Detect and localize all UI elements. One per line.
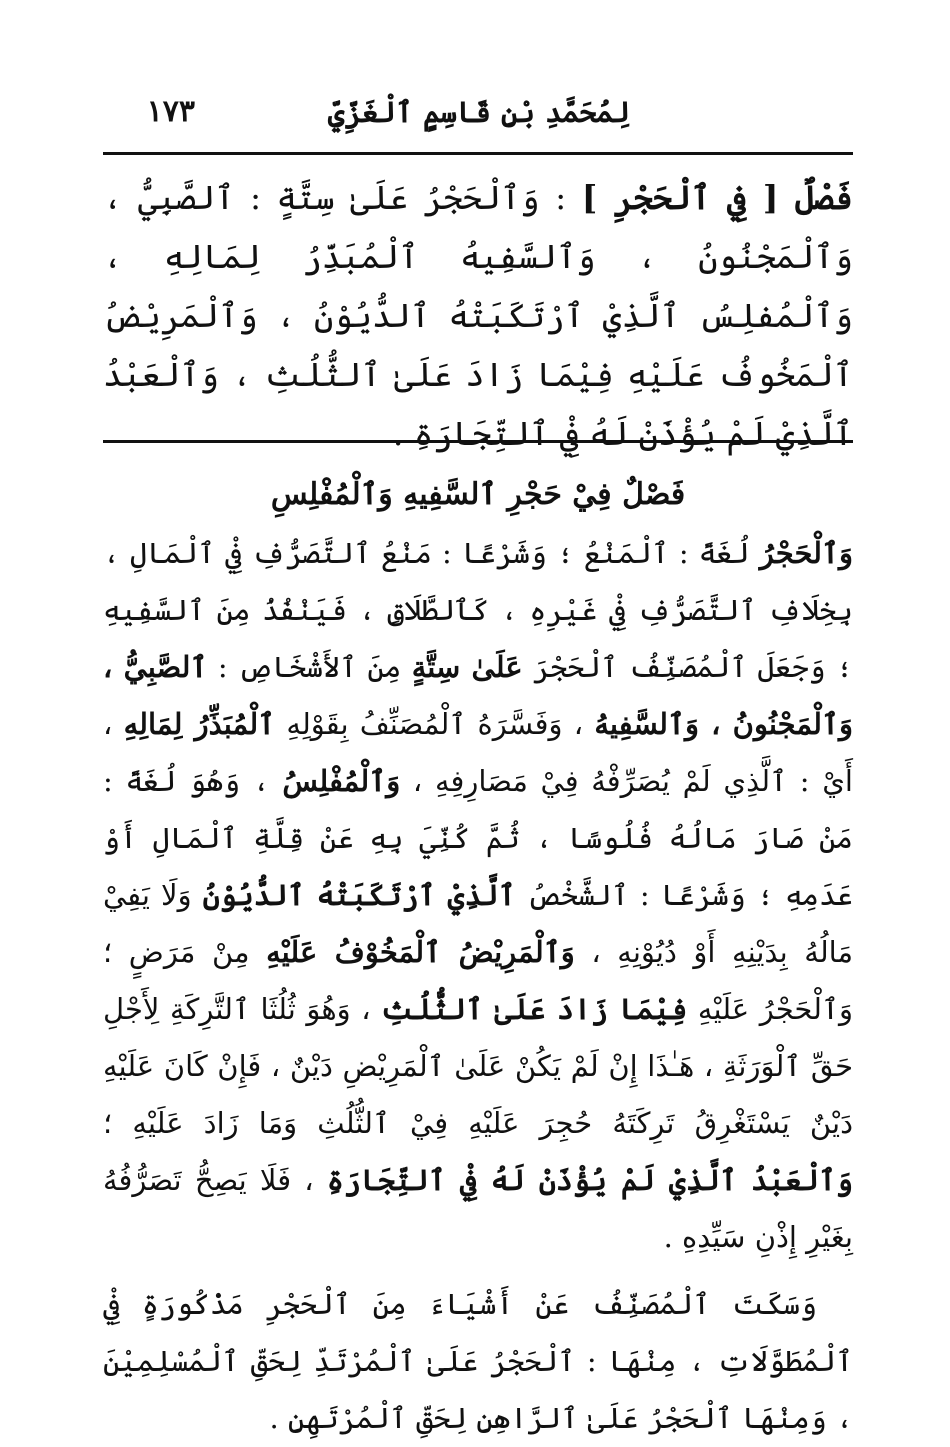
text-run: لُغَةً : ٱلْمَنْعُ ؛ وَشَرْعًا : مَنْعُ ٱلتَّصَرُّفِ فِيْ ٱلْمَالِ ، بِخِلَافِ ٱلتَّصَرُّفِ فِيْ غَيْرِهِ ، كَٱلطَّلَاقِ ، فَيَنْفُذُ مِنَ ٱلسَّفِيهِ ؛ وَجَعَلَ ٱلْمُصَنِّفُ ٱلْحَجْرَ — [103, 536, 853, 684]
commentary-title: فَصْلٌ فِيْ حَجْرِ ٱلسَّفِيهِ وَٱلْمُفْلِسِ — [270, 477, 686, 512]
commentary-paragraph-1 — [103, 525, 853, 1266]
bold-term: وَٱلْعَبْدُ ٱلَّذِيْ لَمْ يُؤْذَنْ لَهُ فِيْ ٱلتِّجَارَةِ — [326, 1163, 853, 1197]
text-run: ، وَهُوَ لُغَةً : مَنْ صَارَ مَالُهُ فُلُوسًا ، ثُمَّ كُنِّيَ بِهِ عَنْ قِلَّةِ ٱلْمَالِ أَوْ عَدَمِهِ ؛ وَشَرْعًا : ٱلشَّخْصُ — [103, 764, 853, 912]
text-run: ، وَفَسَّرَهُ ٱلْمُصَنِّفُ بِقَوْلِهِ — [275, 707, 595, 741]
bold-term: وَٱلْحَجْرُ — [759, 536, 853, 570]
text-run: مِنْ مَرَضٍ ؛ وَٱلْحَجْرُ عَلَيْهِ — [103, 935, 853, 1026]
commentary-block — [103, 465, 853, 1447]
running-title: لِمُحَمَّدِ بْنِ قَاسِمٍ ٱلْغَزِّيِّ — [327, 95, 631, 129]
bold-term: ٱلْمُبَذِّرُ لِمَالِهِ — [123, 707, 276, 741]
bold-term: ٱلصَّبِيُّ ، وَٱلْمَجْنُونُ ، وَٱلسَّفِيهُ — [103, 650, 853, 741]
bold-term: فِيْمَا زَادَ عَلَىٰ ٱلثُّلُثِ — [381, 992, 688, 1026]
matn-heading: فَصْلٌ [ فِي ٱلْحَجْرِ ] — [581, 178, 853, 217]
text-run: وَلَا يَفِيْ مَالُهُ بِدَيْنِهِ أَوْ دُيُوْنِهِ ، — [103, 878, 854, 969]
matn-text: : وَٱلْحَجْرُ عَلَىٰ سِتَّةٍ : ٱلصَّبِيُّ ، وَٱلْمَجْنُونُ ، وَٱلسَّفِيهُ ٱلْمُبَذِّرُ لِمَالِهِ ، وَٱلْمُفلِسُ ٱلَّذِيْ ٱرْتَكَبَتْهُ ٱلدُّيُوْنُ ، وَٱلْمَرِيْضُ ٱلْمَخُوفُ عَلَيْهِ فِيْمَا زَادَ عَلَىٰ ٱلثُّلُثِ ، وَٱلْعَبْدُ ٱلَّذِيْ لَمْ يُؤْذَنْ لَهُ فِيْ ٱلتِّجَارَةِ . — [103, 178, 853, 453]
bold-term: عَلَىٰ سِتَّةٍ — [411, 650, 523, 684]
text-run: مِنَ ٱلأَشْخَاصِ : — [207, 650, 412, 684]
text-run: ، فَلَا يَصِحُّ تَصَرُّفُهُ بِغَيْرِ إِذْنِ سَيِّدِهِ . — [103, 1163, 853, 1254]
bold-term: ٱلَّذِيْ ٱرْتَكَبَتْهُ ٱلدُّيُوْنُ — [202, 878, 516, 912]
section-divider — [103, 440, 853, 443]
commentary-paragraph-2: وَسَكَتَ ٱلْمُصَنِّفُ عَنْ أَشْيَاءَ مِنَ ٱلْحَجْرِ مَذْكُورَةٍ فِيْ ٱلْمُطَوَّلَاتِ ، مِنْهَا : ٱلْحَجْرُ عَلَىٰ ٱلْمُرْتَدِّ لِحَقِّ ٱلْمُسْلِمِيْنَ ، وَمِنْهَا ٱلْحَجْرُ عَلَىٰ ٱلرَّاهِنِ لِحَقِّ ٱلْمُرْتَهِنِ . — [103, 1287, 853, 1435]
header-rule — [103, 152, 853, 155]
running-header — [105, 88, 853, 144]
text-run: ، أَيْ : ٱلَّذِي لَمْ يُصَرِّفْهُ فِيْ مَصَارِفِهِ ، — [103, 707, 853, 798]
text-run: ، وَهُوَ ثُلُثَا ٱلتَّرِكَةِ لِأَجْلِ حَقِّ ٱلْوَرَثَةِ ، هَـٰذَا إِنْ لَمْ يَكُنْ عَلَىٰ ٱلْمَرِيْضِ دَيْنٌ ، فَإِنْ كَانَ عَلَيْهِ دَيْنٌ يَسْتَغْرِقُ تَرِكَتَهُ حُجِرَ عَلَيْهِ فِيْ ٱلثُّلُثِ وَمَا زَادَ عَلَيْهِ ؛ — [103, 992, 853, 1140]
page-number: ١٧٣ — [146, 94, 195, 129]
matn-block — [103, 168, 853, 463]
bold-term: وَٱلْمَرِيْضُ ٱلْمَخُوْفُ عَلَيْهِ — [266, 935, 575, 969]
bold-term: وَٱلْمُفْلِسُ — [282, 764, 401, 798]
